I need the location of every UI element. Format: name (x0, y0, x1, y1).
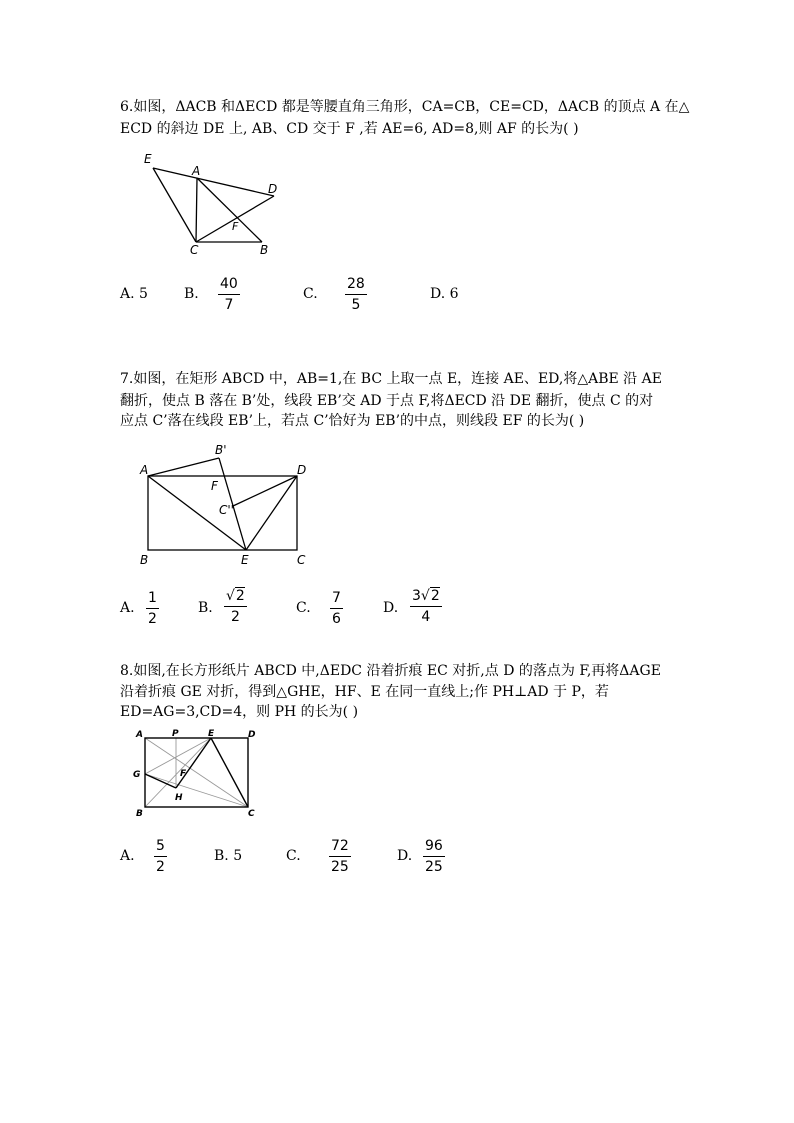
q8-label-A: A (136, 730, 143, 740)
q7-label-D: D (297, 463, 307, 477)
q7-d-coef: 3 (412, 588, 421, 604)
q7-c-num: 7 (332, 590, 341, 606)
q7-figure (135, 440, 315, 570)
q6-seg-AC (196, 178, 197, 242)
q7-d-den: 4 (421, 609, 431, 625)
q6-text-line2: ECD 的斜边 DE 上, AB、CD 交于 F ,若 AE=6, AD=8,则 AF 的长为( ) (120, 121, 579, 137)
q7-text-line2: 翻折，使点 B 落在 B’处，线段 EB’交 AD 于点 F,将ΔECD 沿 DE 翻折，使点 C 的对 (120, 393, 654, 409)
q8-label-P: P (172, 729, 179, 739)
q8-text-line3: ED=AG=3,CD=4，则 PH 的长为( ) (120, 704, 359, 720)
q6-label-B: B (260, 243, 269, 257)
q8-label-G: G (133, 770, 141, 780)
q7-b-den: 2 (230, 609, 240, 625)
q6-seg-EC (153, 168, 196, 242)
q7-option-d-label[interactable]: D. (383, 600, 399, 616)
q6-c-num: 28 (347, 276, 365, 292)
q7-label-F: F (211, 479, 218, 493)
q7-b-radicand: 2 (235, 588, 245, 604)
q6-label-F: F (232, 220, 239, 233)
q7-text-line1: 7.如图，在矩形 ABCD 中，AB=1,在 BC 上取一点 E，连接 AE、ED,将△ABE 沿 AE (120, 371, 662, 387)
q8-label-B: B (136, 809, 143, 819)
q6-seg-ED (153, 168, 274, 196)
q7-b-num: √2 (226, 588, 245, 604)
q7-label-C1: C'' (219, 503, 234, 517)
q6-c-den: 5 (351, 297, 361, 313)
q8-text-line1: 8.如图,在长方形纸片 ABCD 中,ΔEDC 沿着折痕 EC 对折,点 D 的落点为 F,再将ΔAGE (120, 663, 661, 679)
q8-d-num: 96 (425, 838, 443, 854)
q8-seg-HE (176, 738, 211, 788)
q8-c-den: 25 (331, 859, 349, 875)
q8-option-d-fraction (423, 837, 445, 876)
q6-option-c-label[interactable]: C. (303, 286, 318, 302)
q8-label-F: F (180, 769, 187, 779)
q8-option-c-fraction (329, 837, 351, 876)
q6-text-line1: 6.如图，ΔACB 和ΔECD 都是等腰直角三角形，CA=CB，CE=CD，ΔACB 的顶点 A 在△ (120, 99, 690, 115)
q8-option-a-fraction (154, 837, 167, 876)
q7-option-c-fraction (330, 589, 343, 628)
q6-b-den: 7 (224, 297, 234, 313)
q7-option-d-fraction (410, 587, 442, 626)
q6-seg-AB (197, 178, 262, 242)
q7-option-a-fraction (146, 589, 159, 628)
q7-seg-AB1 (148, 458, 219, 476)
q7-label-B1: B' (215, 443, 227, 457)
q8-option-c-label[interactable]: C. (286, 848, 301, 864)
q7-label-B: B (140, 553, 149, 567)
q8-label-H: H (175, 793, 183, 803)
q6-figure (140, 148, 290, 260)
q7-option-a-label[interactable]: A. (120, 600, 135, 616)
q7-a-num: 1 (148, 590, 157, 606)
q8-option-b[interactable]: B. 5 (214, 848, 243, 864)
q7-option-b-fraction (224, 587, 247, 626)
q6-label-E: E (144, 152, 152, 166)
q8-d-den: 25 (425, 859, 443, 875)
q7-d-num: 3√2 (412, 588, 440, 604)
q7-c-den: 6 (332, 611, 341, 627)
q6-b-num: 40 (220, 276, 238, 292)
q6-option-b-fraction (218, 275, 240, 314)
q8-seg-AC-light (145, 738, 248, 807)
q8-label-E: E (208, 729, 215, 739)
q8-seg-GE-light (145, 738, 211, 774)
q6-seg-CD (196, 196, 274, 242)
q6-label-C: C (190, 243, 199, 257)
q6-option-d[interactable]: D. 6 (430, 286, 459, 302)
q8-c-num: 72 (331, 838, 349, 854)
q8-seg-GH (145, 774, 176, 788)
q8-option-d-label[interactable]: D. (397, 848, 413, 864)
q6-option-b-label[interactable]: B. (184, 286, 199, 302)
q6-label-D: D (268, 182, 278, 196)
q8-a-num: 5 (156, 838, 165, 854)
q7-option-c-label[interactable]: C. (296, 600, 311, 616)
q7-a-den: 2 (148, 611, 157, 627)
q7-label-E: E (241, 553, 249, 567)
q6-label-A: A (192, 164, 201, 178)
q7-option-b-label[interactable]: B. (198, 600, 213, 616)
q8-text-line2: 沿着折痕 GE 对折，得到△GHE，HF、E 在同一直线上;作 PH⊥AD 于 P，若 (120, 684, 609, 700)
q8-figure (130, 728, 260, 820)
q8-label-D: D (248, 730, 256, 740)
q6-option-a[interactable]: A. 5 (120, 286, 148, 302)
q7-seg-DE (246, 476, 297, 550)
q7-label-A: A (140, 463, 149, 477)
q8-option-a-label[interactable]: A. (120, 848, 135, 864)
q8-label-C: C (248, 809, 255, 819)
q7-d-radicand: 2 (430, 588, 440, 604)
q8-a-den: 2 (156, 859, 165, 875)
q7-label-C: C (297, 553, 306, 567)
q7-text-line3: 应点 C’落在线段 EB’上，若点 C’恰好为 EB’的中点，则线段 EF 的长为( ) (120, 413, 585, 429)
q6-option-c-fraction (345, 275, 367, 314)
